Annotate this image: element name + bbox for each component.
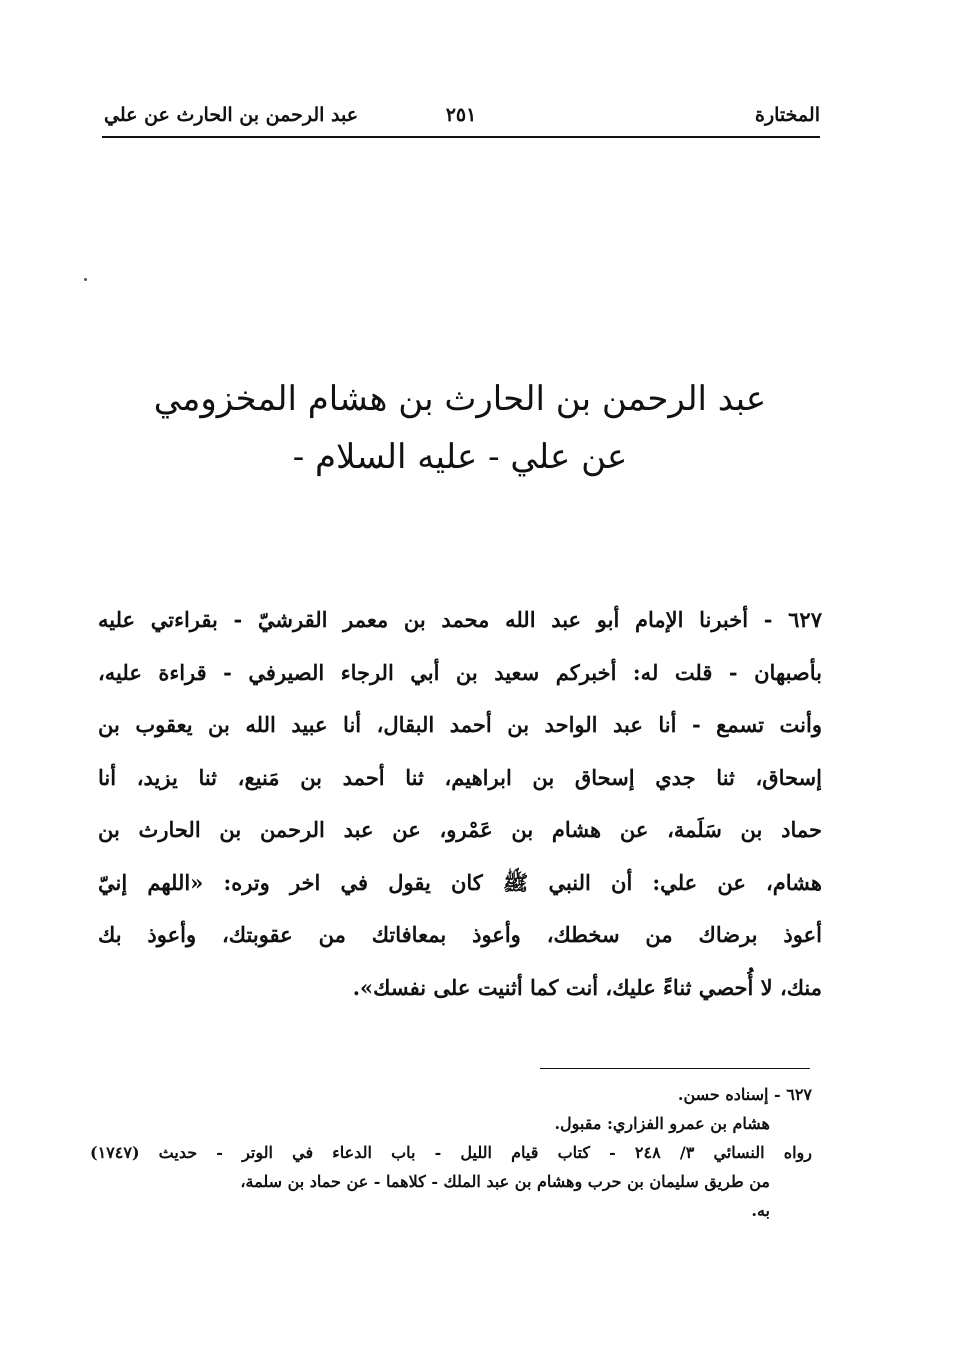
footnote-line: ٦٢٧ - إسناده حسن. (677, 1085, 812, 1104)
footnote-separator (540, 1068, 810, 1069)
hadith-line: منك، لا أُحصي ثناءً عليك، أنت كما أثنيت على نفسك». (352, 974, 822, 1000)
hadith-line: وأنت تسمع - أنا عبد الواحد بن أحمد البقال، أنا عبيد الله بن يعقوب بن (98, 712, 822, 737)
hadith-line: بأصبهان - قلت له: أخبركم سعيد بن أبي الرجاء الصيرفي - قراءة عليه، (98, 659, 822, 685)
hadith-line: إسحاق، ثنا جدي إسحاق بن ابراهيم، ثنا أحمد بن مَنيع، ثنا يزيد، أنا (98, 764, 822, 790)
footnote-line: هشام بن عمرو الفزاري: مقبول. (554, 1114, 770, 1133)
hadith-line: أعوذ برضاك من سخطك، وأعوذ بمعافاتك من عقوبتك، وأعوذ بك (98, 922, 822, 947)
footnote-line: رواه النسائي ٣/ ٢٤٨ - كتاب قيام الليل - باب الدعاء في الوتر - حديث (١٧٤٧) (90, 1143, 812, 1162)
scan-speck (84, 278, 87, 281)
footnote-line: به. (751, 1201, 770, 1220)
hadith-text (98, 594, 822, 1014)
footnotes (90, 1080, 812, 1225)
chapter-title-line-2: عن علي - عليه السلام - (292, 437, 628, 477)
hadith-line: ٦٢٧ - أخبرنا الإمام أبو عبد الله محمد بن معمر القرشيّ - بقراءتي عليه (98, 607, 822, 632)
page-number: ٢٥١ (445, 104, 477, 126)
footnote-line: من طريق سليمان بن حرب وهشام بن عبد الملك - كلاهما - عن حماد بن سلمة، (240, 1172, 770, 1191)
running-section-title: عبد الرحمن بن الحارث عن علي (104, 104, 359, 126)
hadith-line: هشام، عن علي: أن النبي ﷺ كان يقول في اخر وتره: «اللهم إنيّ (98, 869, 822, 895)
chapter-title (100, 370, 820, 486)
chapter-title-line-1: عبد الرحمن بن الحارث بن هشام المخزومي (153, 379, 767, 419)
page-header (102, 96, 820, 138)
hadith-line: حماد بن سَلَمة، عن هشام بن عَمْرو، عن عبد الرحمن بن الحارث بن (98, 817, 822, 842)
book-title: المختارة (755, 104, 820, 126)
